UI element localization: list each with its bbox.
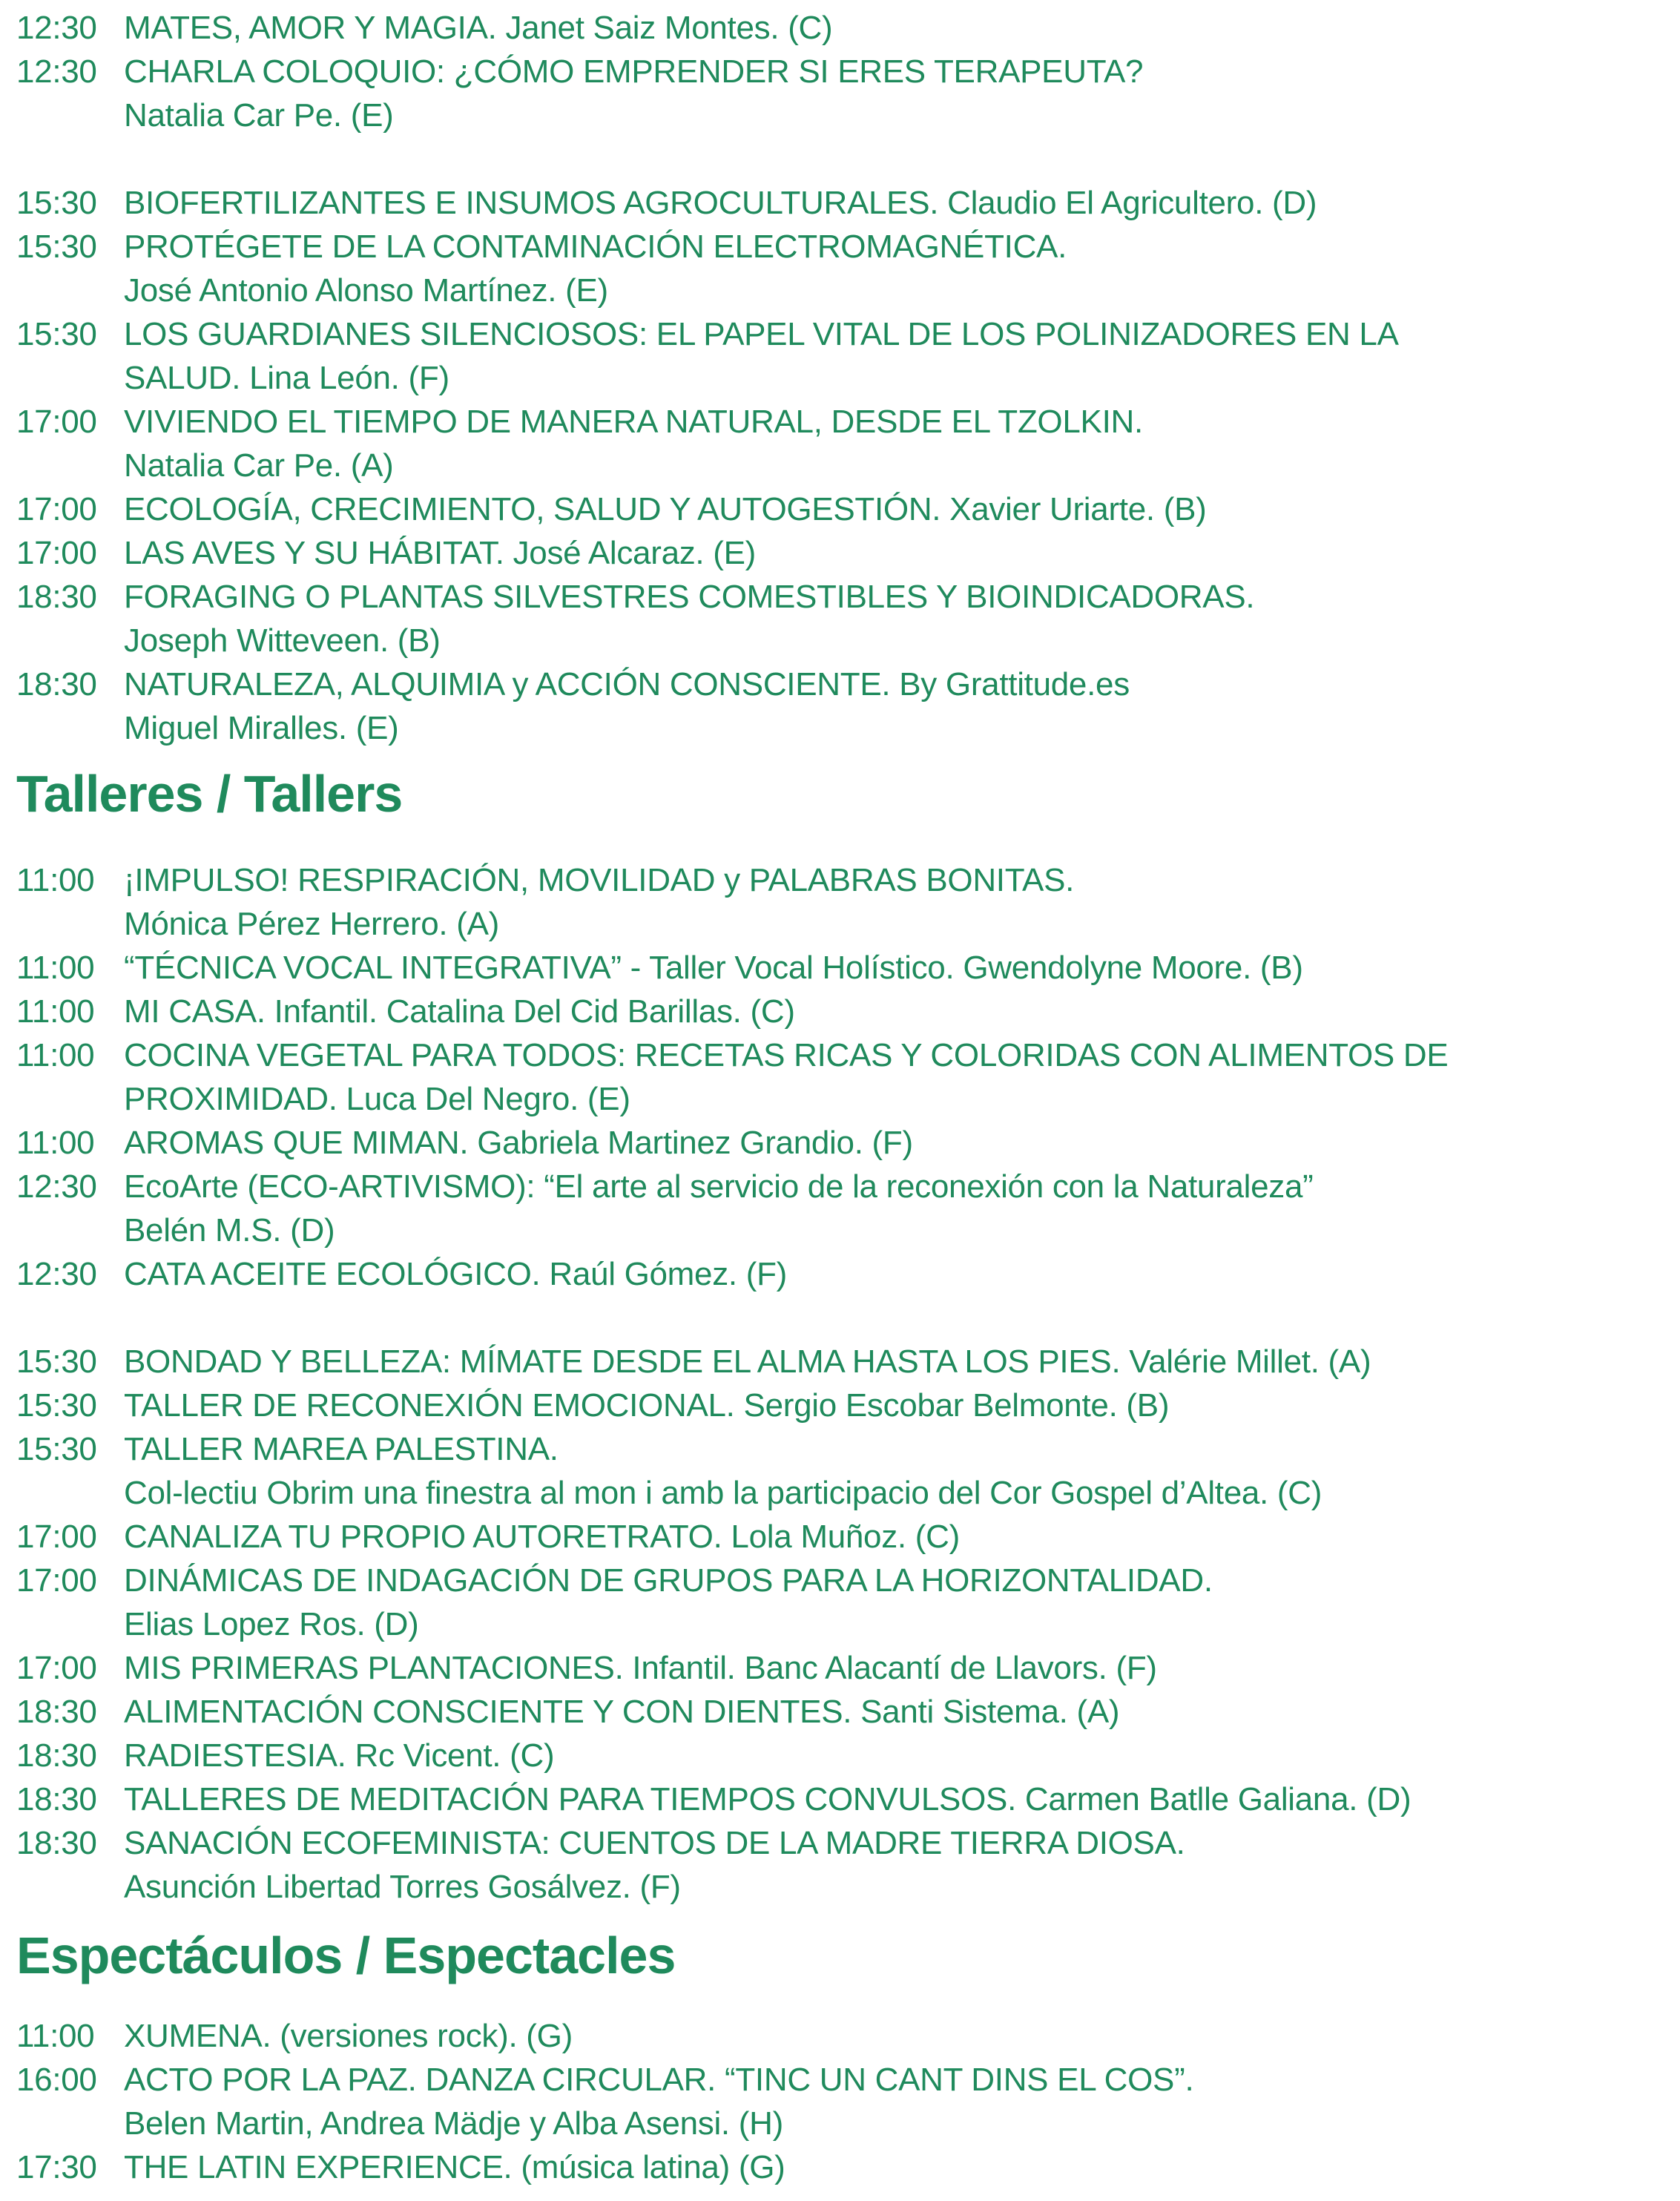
event-entry xyxy=(16,1121,1664,1165)
event-title: CHARLA COLOQUIO: ¿CÓMO EMPRENDER SI ERES TERAPEUTA? xyxy=(124,53,1144,90)
event-entry xyxy=(16,312,1664,400)
event-time: 12:30 xyxy=(16,1168,97,1205)
event-entry xyxy=(16,2058,1664,2145)
event-time: 17:00 xyxy=(16,491,97,527)
event-time: 18:30 xyxy=(16,1694,97,1730)
event-time: 11:00 xyxy=(16,1125,95,1161)
event-time: 15:30 xyxy=(16,228,97,265)
event-title: TALLER DE RECONEXIÓN EMOCIONAL. Sergio Escobar Belmonte. (B) xyxy=(124,1387,1170,1424)
event-detail: Belen Martin, Andrea Mädje y Alba Asensi. (H) xyxy=(124,2105,783,2142)
event-time: 11:00 xyxy=(16,993,95,1030)
event-time: 15:30 xyxy=(16,1387,97,1424)
event-entry xyxy=(16,531,1664,575)
event-title: THE LATIN EXPERIENCE. (música latina) (G) xyxy=(124,2149,785,2185)
event-time: 18:30 xyxy=(16,1781,97,1817)
espectaculos-heading: Espectáculos / Espectacles xyxy=(16,1927,676,1984)
talleres-event-list xyxy=(16,858,1664,1909)
event-title: AROMAS QUE MIMAN. Gabriela Martinez Grandio. (F) xyxy=(124,1125,913,1161)
event-detail: Belén M.S. (D) xyxy=(124,1212,335,1248)
event-entry xyxy=(16,50,1664,137)
event-detail: PROXIMIDAD. Luca Del Negro. (E) xyxy=(124,1081,630,1117)
event-detail: Col-lectiu Obrim una finestra al mon i amb la participacio del Cor Gospel d’Altea. (C) xyxy=(124,1475,1322,1511)
event-entry xyxy=(16,1252,1664,1296)
event-time: 11:00 xyxy=(16,1037,95,1073)
event-title: MI CASA. Infantil. Catalina Del Cid Barillas. (C) xyxy=(124,993,795,1030)
talleres-heading: Talleres / Tallers xyxy=(16,765,403,823)
event-title: FORAGING O PLANTAS SILVESTRES COMESTIBLES Y BIOINDICADORAS. xyxy=(124,579,1255,615)
event-title: XUMENA. (versiones rock). (G) xyxy=(124,2018,573,2054)
event-entry xyxy=(16,1559,1664,1646)
event-detail: SALUD. Lina León. (F) xyxy=(124,360,449,396)
event-entry xyxy=(16,1340,1664,1384)
event-time: 11:00 xyxy=(16,862,95,898)
event-entry xyxy=(16,225,1664,312)
spacer xyxy=(16,137,1664,181)
event-title: MIS PRIMERAS PLANTACIONES. Infantil. Banc Alacantí de Llavors. (F) xyxy=(124,1650,1157,1686)
event-title: NATURALEZA, ALQUIMIA y ACCIÓN CONSCIENTE. By Grattitude.es xyxy=(124,666,1130,703)
event-title: ¡IMPULSO! RESPIRACIÓN, MOVILIDAD y PALABRAS BONITAS. xyxy=(124,862,1075,898)
event-time: 17:00 xyxy=(16,404,97,440)
event-time: 11:00 xyxy=(16,950,95,986)
spacer xyxy=(16,1296,1664,1340)
event-title: PROTÉGETE DE LA CONTAMINACIÓN ELECTROMAGNÉTICA. xyxy=(124,228,1067,265)
event-detail: Mónica Pérez Herrero. (A) xyxy=(124,906,499,942)
event-time: 18:30 xyxy=(16,579,97,615)
event-detail: Elias Lopez Ros. (D) xyxy=(124,1606,419,1642)
event-title: LOS GUARDIANES SILENCIOSOS: EL PAPEL VITAL DE LOS POLINIZADORES EN LA xyxy=(124,316,1399,352)
event-time: 12:30 xyxy=(16,1256,97,1292)
event-entry xyxy=(16,1515,1664,1559)
event-entry xyxy=(16,1734,1664,1777)
event-time: 17:00 xyxy=(16,1650,97,1686)
event-time: 18:30 xyxy=(16,666,97,703)
event-entry xyxy=(16,1777,1664,1821)
event-entry xyxy=(16,1646,1664,1690)
event-title: COCINA VEGETAL PARA TODOS: RECETAS RICAS Y COLORIDAS CON ALIMENTOS DE xyxy=(124,1037,1449,1073)
event-title: SANACIÓN ECOFEMINISTA: CUENTOS DE LA MADRE TIERRA DIOSA. xyxy=(124,1825,1185,1861)
event-title: TALLER MAREA PALESTINA. xyxy=(124,1431,559,1467)
event-time: 15:30 xyxy=(16,185,97,221)
event-detail: José Antonio Alonso Martínez. (E) xyxy=(124,272,608,309)
event-title: TALLERES DE MEDITACIÓN PARA TIEMPOS CONVULSOS. Carmen Batlle Galiana. (D) xyxy=(124,1781,1411,1817)
event-title: VIVIENDO EL TIEMPO DE MANERA NATURAL, DESDE EL TZOLKIN. xyxy=(124,404,1143,440)
event-entry xyxy=(16,487,1664,531)
event-title: CANALIZA TU PROPIO AUTORETRATO. Lola Muñoz. (C) xyxy=(124,1519,960,1555)
event-time: 12:30 xyxy=(16,53,97,90)
event-detail: Natalia Car Pe. (A) xyxy=(124,447,394,484)
event-time: 17:00 xyxy=(16,535,97,571)
event-title: “TÉCNICA VOCAL INTEGRATIVA” - Taller Vocal Holístico. Gwendolyne Moore. (B) xyxy=(124,950,1303,986)
event-entry xyxy=(16,2145,1664,2189)
event-time: 11:00 xyxy=(16,2018,95,2054)
event-entry xyxy=(16,990,1664,1033)
event-time: 18:30 xyxy=(16,1737,97,1774)
event-time: 17:00 xyxy=(16,1562,97,1599)
event-entry xyxy=(16,1165,1664,1252)
event-title: BONDAD Y BELLEZA: MÍMATE DESDE EL ALMA HASTA LOS PIES. Valérie Millet. (A) xyxy=(124,1343,1371,1380)
event-time: 12:30 xyxy=(16,10,97,46)
event-entry xyxy=(16,1033,1664,1121)
event-title: RADIESTESIA. Rc Vicent. (C) xyxy=(124,1737,555,1774)
event-entry xyxy=(16,946,1664,990)
event-entry xyxy=(16,6,1664,50)
event-time: 15:30 xyxy=(16,1343,97,1380)
event-entry xyxy=(16,1427,1664,1515)
event-title: EcoArte (ECO-ARTIVISMO): “El arte al servicio de la reconexión con la Naturaleza” xyxy=(124,1168,1314,1205)
event-time: 17:00 xyxy=(16,1519,97,1555)
event-title: BIOFERTILIZANTES E INSUMOS AGROCULTURALES. Claudio El Agricultero. (D) xyxy=(124,185,1317,221)
event-title: CATA ACEITE ECOLÓGICO. Raúl Gómez. (F) xyxy=(124,1256,788,1292)
espectaculos-event-list xyxy=(16,2014,1664,2189)
event-title: DINÁMICAS DE INDAGACIÓN DE GRUPOS PARA LA HORIZONTALIDAD. xyxy=(124,1562,1213,1599)
event-entry xyxy=(16,1690,1664,1734)
event-detail: Natalia Car Pe. (E) xyxy=(124,97,394,134)
event-entry xyxy=(16,2014,1664,2058)
event-time: 15:30 xyxy=(16,1431,97,1467)
event-title: MATES, AMOR Y MAGIA. Janet Saiz Montes. (C) xyxy=(124,10,833,46)
event-title: ACTO POR LA PAZ. DANZA CIRCULAR. “TINC UN CANT DINS EL COS”. xyxy=(124,2062,1194,2098)
event-time: 18:30 xyxy=(16,1825,97,1861)
event-detail: Asunción Libertad Torres Gosálvez. (F) xyxy=(124,1869,681,1905)
event-entry xyxy=(16,181,1664,225)
event-entry xyxy=(16,858,1664,946)
event-entry xyxy=(16,575,1664,662)
event-entry xyxy=(16,1384,1664,1427)
event-time: 17:30 xyxy=(16,2149,97,2185)
event-time: 15:30 xyxy=(16,316,97,352)
event-detail: Joseph Witteveen. (B) xyxy=(124,622,441,659)
event-entry xyxy=(16,400,1664,487)
event-title: ECOLOGÍA, CRECIMIENTO, SALUD Y AUTOGESTIÓN. Xavier Uriarte. (B) xyxy=(124,491,1207,527)
intro-event-list xyxy=(16,6,1664,750)
event-detail: Miguel Miralles. (E) xyxy=(124,710,399,746)
event-title: LAS AVES Y SU HÁBITAT. José Alcaraz. (E) xyxy=(124,535,757,571)
event-time: 16:00 xyxy=(16,2062,97,2098)
event-entry xyxy=(16,662,1664,750)
event-entry xyxy=(16,1821,1664,1909)
event-title: ALIMENTACIÓN CONSCIENTE Y CON DIENTES. Santi Sistema. (A) xyxy=(124,1694,1120,1730)
